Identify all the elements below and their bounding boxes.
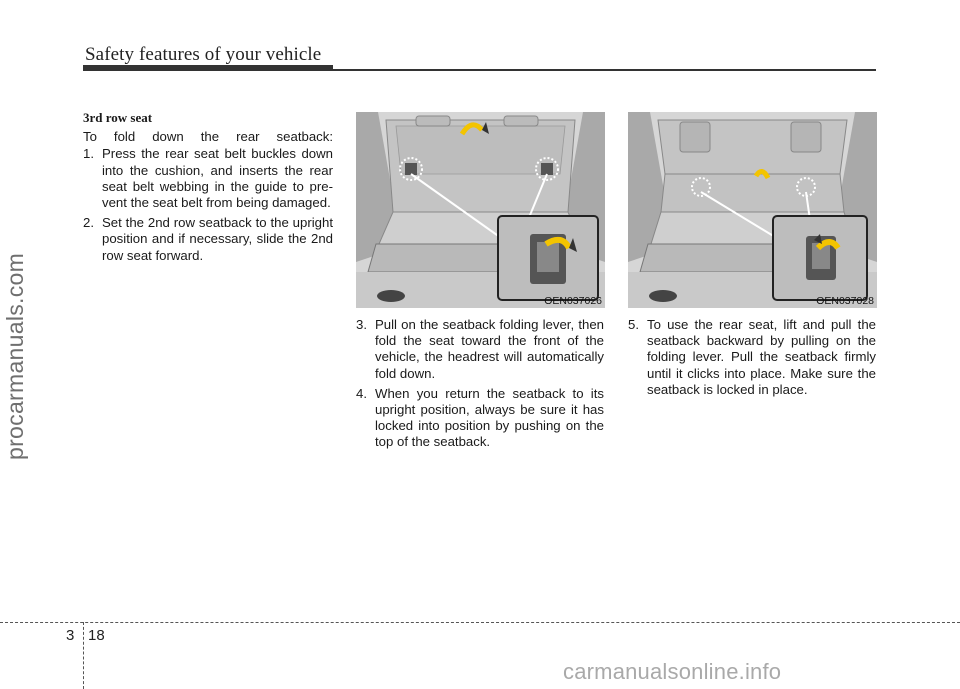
steps-list-2 <box>356 317 604 451</box>
text-column-1 <box>83 110 333 268</box>
step-text: To use the rear seat, lift and pull the seatback backward by pulling on the folding lever. Pull the seatback firmly until it clicks into place. Make sure the seatback is locked in place. <box>647 317 876 397</box>
figure-code: OEN037028 <box>816 295 874 307</box>
step-text: When you return the seatback to its upright position, always be sure it has locked into position by pushing on the top of the seatback. <box>375 385 604 450</box>
footer-divider <box>0 622 960 623</box>
step-number: 4. <box>356 385 367 401</box>
footer-vertical-divider <box>83 622 84 689</box>
step-text: Set the 2nd row seatback to the upright position and if necessary, slide the 2nd row seat forward. <box>102 215 333 263</box>
figure-code: OEN037026 <box>544 295 602 307</box>
step-4 <box>356 386 604 451</box>
text-column-2 <box>356 317 604 455</box>
header-rule-thick <box>83 65 333 71</box>
page-number: 18 <box>88 627 105 644</box>
step-number: 1. <box>83 146 94 162</box>
cargo-illustration-1 <box>356 112 605 308</box>
bottom-watermark: carmanualsonline.info <box>563 659 782 684</box>
text-column-3 <box>628 317 876 402</box>
step-3 <box>356 317 604 382</box>
step-2 <box>83 215 333 264</box>
figure-seat-folded <box>628 112 877 308</box>
step-text: Pull on the seatback folding lever, then fold the seat toward the front of the vehicle, the headrest will automatically fold down. <box>375 317 604 381</box>
chapter-number: 3 <box>66 627 75 644</box>
step-text: Press the rear seat belt buckles down into the cushion, and inserts the rear seat belt webbing in the guide to pre-vent the seat belt from being damaged. <box>102 146 333 211</box>
figure-cargo-area-buckles <box>356 112 605 308</box>
step-1 <box>83 146 333 211</box>
step-number: 3. <box>356 317 367 332</box>
step-5 <box>628 317 876 398</box>
steps-list-1 <box>83 146 333 263</box>
step-number: 2. <box>83 215 94 231</box>
step-number: 5. <box>628 317 639 332</box>
side-watermark: procarmanuals.com <box>2 252 28 460</box>
page-header-title: Safety features of your vehicle <box>85 44 322 65</box>
header-rule-thin <box>333 69 876 71</box>
section-heading: 3rd row seat <box>83 110 153 125</box>
section-intro: To fold down the rear seatback: <box>83 129 333 145</box>
cargo-illustration-2 <box>628 112 877 308</box>
steps-list-3 <box>628 317 876 398</box>
